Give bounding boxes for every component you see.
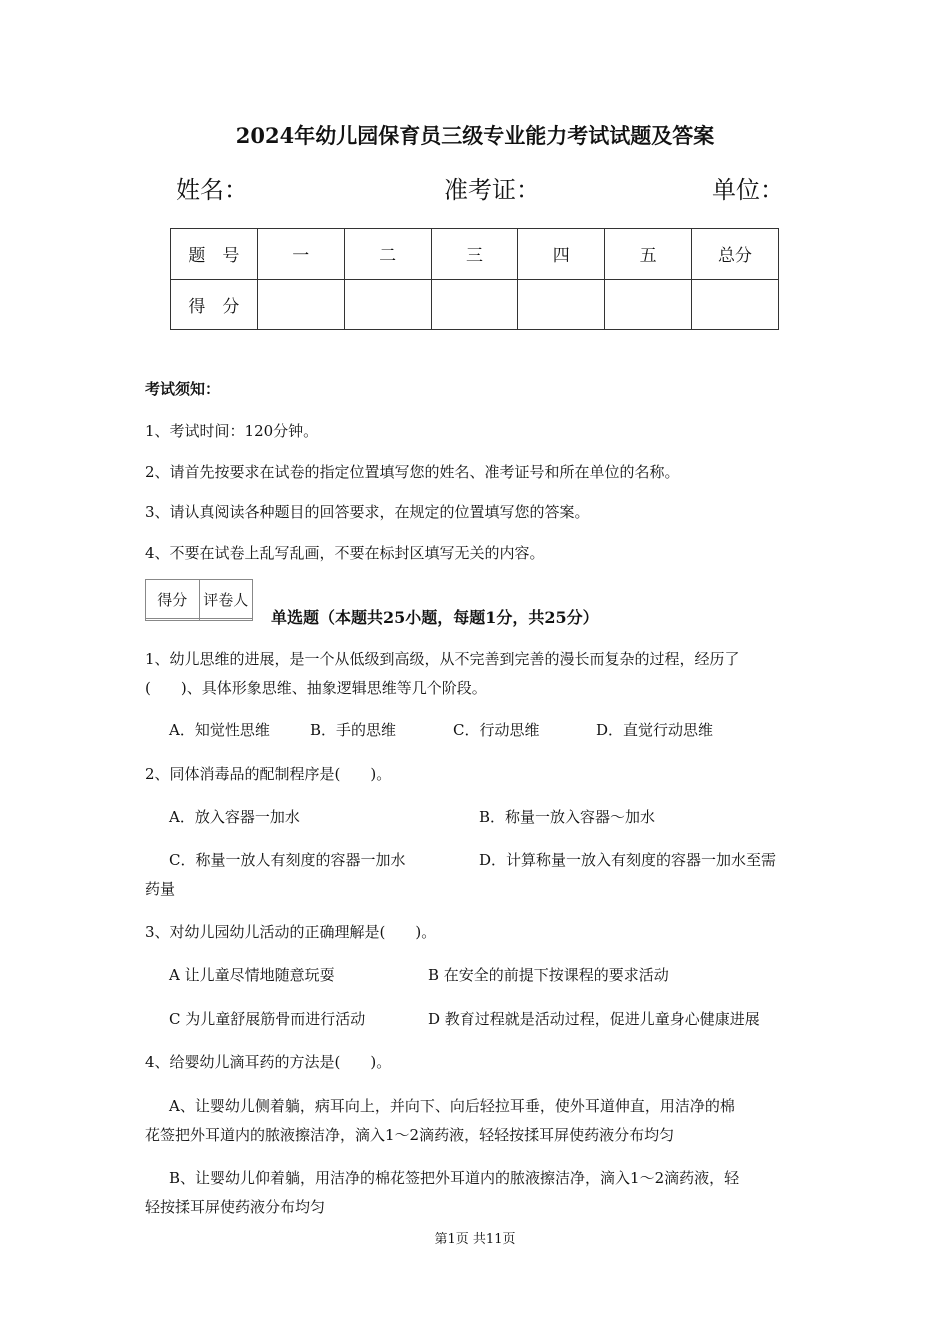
score-input-cell[interactable]: [518, 279, 605, 330]
question-4-option-a[interactable]: A、让婴幼儿侧着躺，病耳向上，并向下、向后轻拉耳垂，使外耳道伸直，用洁净的棉: [169, 1097, 735, 1115]
score-input-cell[interactable]: [344, 279, 431, 330]
question-1-option-a[interactable]: A．知觉性思维: [169, 721, 270, 739]
name-label: 姓名：: [176, 176, 248, 204]
score-table-cell: 四: [518, 229, 605, 280]
grader-score-cell[interactable]: [146, 619, 200, 621]
grader-box: [145, 579, 253, 621]
score-table-cell: 二: [344, 229, 431, 280]
question-3-stem: 3、对幼儿园幼儿活动的正确理解是( )。: [145, 923, 437, 941]
page-footer: 第1页 共11页: [434, 1232, 516, 1247]
question-3-option-c[interactable]: C 为儿童舒展筋骨而进行活动: [169, 1010, 366, 1028]
question-2-option-a[interactable]: A．放入容器一加水: [169, 808, 300, 826]
score-input-cell[interactable]: [257, 279, 344, 330]
question-4-option-b-cont: 轻按揉耳屏使药液分布均匀: [145, 1198, 326, 1216]
question-3-option-b[interactable]: B 在安全的前提下按课程的要求活动: [428, 966, 669, 984]
score-input-cell[interactable]: [692, 279, 779, 330]
score-input-cell[interactable]: [431, 279, 518, 330]
exam-id-label: 准考证：: [444, 176, 540, 204]
question-2-option-c[interactable]: C．称量一放人有刻度的容器一加水: [169, 851, 406, 869]
question-1-stem: 1、幼儿思维的进展，是一个从低级到高级，从不完善到完善的漫长而复杂的过程，经历了: [145, 650, 740, 668]
score-input-cell[interactable]: [605, 279, 692, 330]
question-1-option-c[interactable]: C．行动思维: [453, 721, 540, 739]
score-table-cell: 五: [605, 229, 692, 280]
score-table-cell: 总分: [692, 229, 779, 280]
grader-score-label: 得分: [146, 580, 200, 619]
grader-name-label: 评卷人: [199, 580, 253, 619]
question-3-option-a[interactable]: A 让儿童尽情地随意玩耍: [169, 966, 335, 984]
question-3-option-d[interactable]: D 教育过程就是活动过程，促进儿童身心健康进展: [428, 1010, 760, 1028]
question-2-option-b[interactable]: B．称量一放入容器～加水: [479, 808, 656, 826]
notice-item: 2、请首先按要求在试卷的指定位置填写您的姓名、准考证号和所在单位的名称。: [145, 463, 680, 481]
section-title: 单选题（本题共25小题，每题1分，共25分）: [271, 608, 599, 627]
question-4-option-b[interactable]: B、让婴幼儿仰着躺，用洁净的棉花签把外耳道内的脓液擦洁净，滴入1～2滴药液，轻: [169, 1169, 740, 1187]
question-2-option-d-cont: 药量: [145, 880, 176, 898]
notice-item: 1、考试时间：120分钟。: [145, 422, 319, 440]
page-title: 2024年幼儿园保育员三级专业能力考试试题及答案: [235, 123, 715, 148]
score-table: [170, 228, 779, 330]
score-table-cell: 三: [431, 229, 518, 280]
unit-label: 单位：: [712, 176, 784, 204]
question-2-stem: 2、同体消毒品的配制程序是( )。: [145, 765, 392, 783]
notice-item: 4、不要在试卷上乱写乱画，不要在标封区填写无关的内容。: [145, 544, 545, 562]
question-4-option-a-cont: 花签把外耳道内的脓液擦洁净，滴入1～2滴药液，轻轻按揉耳屏使药液分布均匀: [145, 1126, 675, 1144]
score-table-cell: 得 分: [171, 279, 258, 330]
question-2-option-d[interactable]: D．计算称量一放入有刻度的容器一加水至需: [479, 851, 777, 869]
question-4-stem: 4、给婴幼儿滴耳药的方法是( )。: [145, 1053, 392, 1071]
notice-item: 3、请认真阅读各种题目的回答要求，在规定的位置填写您的答案。: [145, 503, 590, 521]
question-1-stem-cont: ( )、具体形象思维、抽象逻辑思维等几个阶段。: [145, 679, 487, 697]
score-table-header-row: [171, 229, 779, 280]
notice-heading: 考试须知：: [145, 380, 221, 398]
question-1-option-d[interactable]: D．直觉行动思维: [596, 721, 714, 739]
question-1-option-b[interactable]: B．手的思维: [310, 721, 397, 739]
score-table-score-row: [171, 279, 779, 330]
score-table-cell: 题 号: [171, 229, 258, 280]
score-table-cell: 一: [257, 229, 344, 280]
grader-name-cell[interactable]: [199, 619, 253, 621]
